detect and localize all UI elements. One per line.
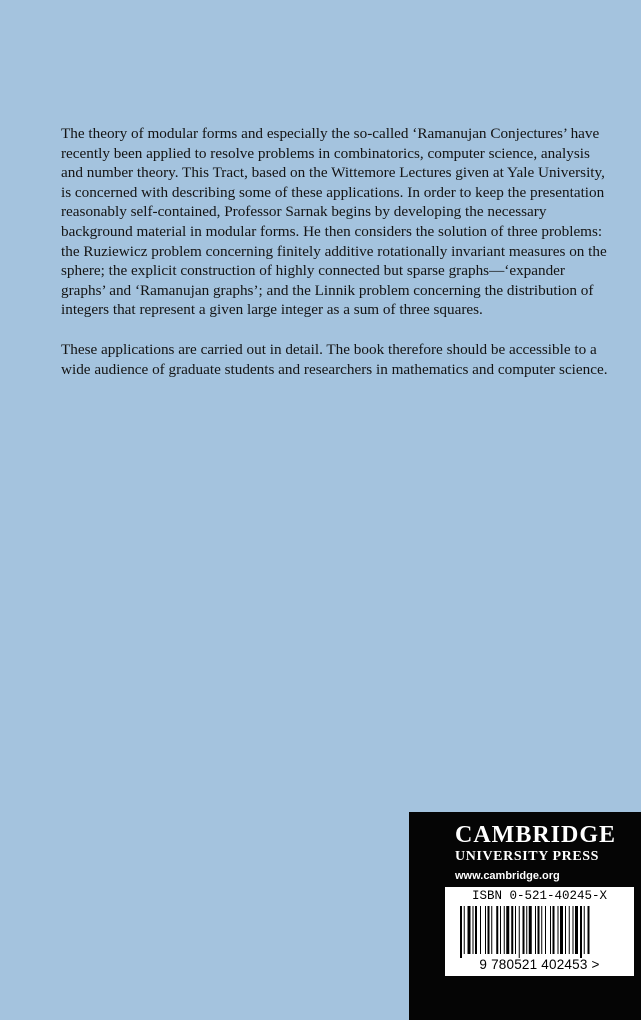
publisher-name: CAMBRIDGE bbox=[455, 822, 617, 848]
barcode-box bbox=[445, 887, 634, 976]
back-cover-blurb bbox=[61, 124, 609, 399]
publisher-subtitle: UNIVERSITY PRESS bbox=[455, 849, 600, 864]
barcode-icon bbox=[459, 906, 626, 958]
publisher-url: www.cambridge.org bbox=[455, 870, 560, 882]
blurb-paragraph-2: These applications are carried out in detail. The book therefore should be accessible to a wide audience of graduate students and researchers in mathematics and computer science. bbox=[61, 340, 608, 378]
blurb-paragraph-1: The theory of modular forms and especially the so-called ‘Ramanujan Conjectures’ have recently been applied to resolve problems in combinatorics, computer science, analysis and number theory. This Tract, based on the Wittemore Lectures given at Yale University, is concerned with describing some of these applications. In order to keep the presentation reasonably self-contained, Professor Sarnak begins by developing the necessary background material in modular forms. He then considers the solution of three problems: the Ruziewicz problem concerning finitely additive rotationally invariant measures on the sphere; the explicit construction of highly connected but sparse graphs—‘expander graphs’ and ‘Ramanujan graphs’; and the Linnik problem concerning the distribution of integers that represent a given large integer as a sum of three squares. bbox=[61, 125, 607, 319]
publisher-block bbox=[409, 812, 641, 1020]
isbn-label: ISBN 0-521-40245-X bbox=[471, 889, 608, 903]
ean-digits: 9 780521 402453 > bbox=[479, 957, 600, 972]
